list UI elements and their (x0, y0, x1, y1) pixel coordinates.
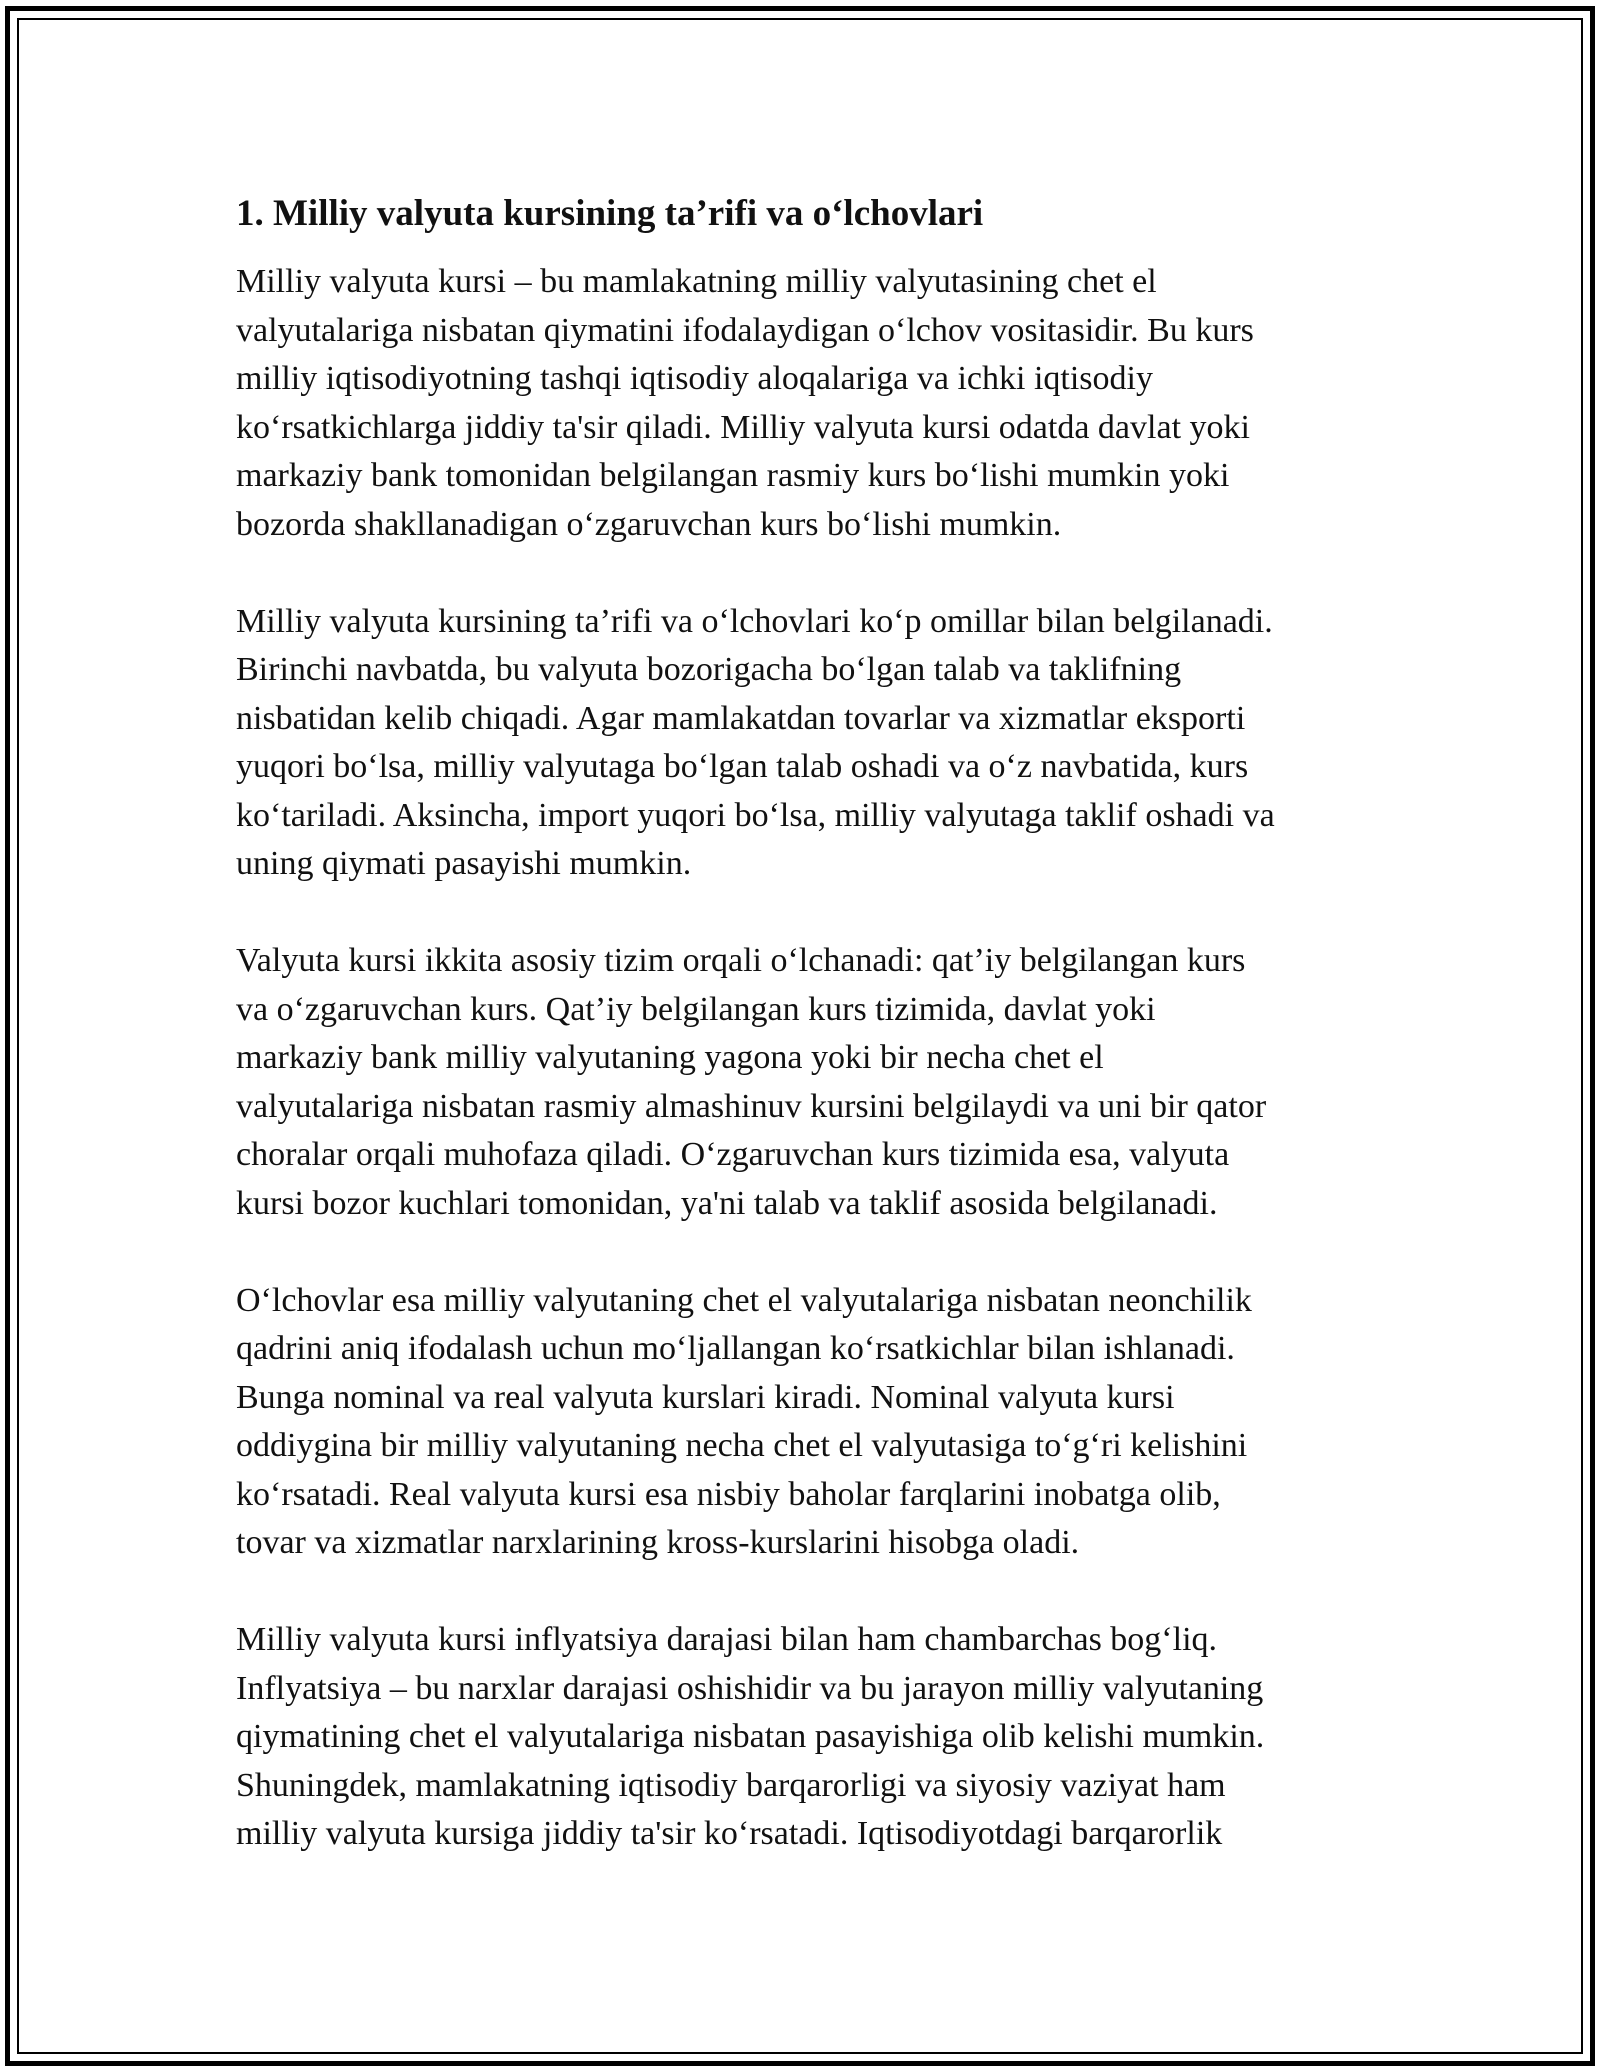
text-line: koʻrsatadi. Real valyuta kursi esa nisbiy baholar farqlarini inobatga olib, (236, 1475, 1221, 1513)
text-line: koʻrsatkichlarga jiddiy ta'sir qiladi. Milliy valyuta kursi odatda davlat yoki (236, 408, 1250, 446)
text-line: Inflyatsiya – bu narxlar darajasi oshishidir va bu jarayon milliy valyutaning (236, 1669, 1264, 1707)
text-line: Milliy valyuta kursi inflyatsiya darajasi bilan ham chambarchas bogʻliq. (236, 1621, 1218, 1658)
paragraph-3 (236, 937, 1376, 1228)
text-line: Milliy valyuta kursi – bu mamlakatning milliy valyutasining chet el (236, 263, 1157, 300)
text-line: va oʻzgaruvchan kurs. Qat’iy belgilangan kurs tizimida, davlat yoki (236, 990, 1156, 1028)
text-line: Milliy valyuta kursining ta’rifi va oʻlchovlari koʻp omillar bilan belgilanadi. (236, 602, 1273, 640)
document-body (236, 186, 1376, 1907)
text-line: oddiygina bir milliy valyutaning necha chet el valyutasiga toʻgʻri kelishini (236, 1427, 1248, 1464)
text-line: Shuningdek, mamlakatning iqtisodiy barqarorligi va siyosiy vaziyat ham (236, 1766, 1226, 1804)
text-line: milliy valyuta kursiga jiddiy ta'sir koʻrsatadi. Iqtisodiyotdagi barqarorlik (236, 1815, 1223, 1852)
text-line: Bunga nominal va real valyuta kurslari kiradi. Nominal valyuta kursi (236, 1378, 1175, 1416)
text-line: bozorda shakllanadigan oʻzgaruvchan kurs boʻlishi mumkin. (236, 505, 1062, 543)
text-line: qadrini aniq ifodalash uchun moʻljallangan koʻrsatkichlar bilan ishlanadi. (236, 1330, 1235, 1367)
text-line: kursi bozor kuchlari tomonidan, ya'ni talab va taklif asosida belgilanadi. (236, 1184, 1218, 1222)
text-line: valyutalariga nisbatan qiymatini ifodalaydigan oʻlchov vositasidir. Bu kurs (236, 311, 1254, 349)
paragraph-4 (236, 1277, 1376, 1568)
text-line: tovar va xizmatlar narxlarining kross-kurslarini hisobga oladi. (236, 1524, 1080, 1561)
text-line: Oʻlchovlar esa milliy valyutaning chet el valyutalariga nisbatan neonchilik (236, 1281, 1252, 1319)
section-heading: 1. Milliy valyuta kursining ta’rifi va oʻlchovlari (236, 193, 984, 234)
text-line: markaziy bank milliy valyutaning yagona yoki bir necha chet el (236, 1039, 1104, 1076)
text-line: choralar orqali muhofaza qiladi. Oʻzgaruvchan kurs tizimida esa, valyuta (236, 1136, 1230, 1173)
paragraph-2 (236, 598, 1376, 889)
text-line: koʻtariladi. Aksincha, import yuqori boʻlsa, milliy valyutaga taklif oshadi va (236, 796, 1275, 834)
text-line: milliy iqtisodiyotning tashqi iqtisodiy aloqalariga va ichki iqtisodiy (236, 360, 1153, 397)
text-line: Birinchi navbatda, bu valyuta bozorigacha boʻlgan talab va taklifning (236, 651, 1182, 688)
paragraph-1 (236, 258, 1376, 549)
text-line: yuqori boʻlsa, milliy valyutaga boʻlgan talab oshadi va oʻz navbatida, kurs (236, 748, 1249, 785)
paragraph-5 (236, 1616, 1376, 1859)
text-line: uning qiymati pasayishi mumkin. (236, 845, 692, 882)
text-line: markaziy bank tomonidan belgilangan rasmiy kurs boʻlishi mumkin yoki (236, 457, 1230, 494)
text-line: Valyuta kursi ikkita asosiy tizim orqali oʻlchanadi: qat’iy belgilangan kurs (236, 942, 1246, 979)
text-line: valyutalariga nisbatan rasmiy almashinuv kursini belgilaydi va uni bir qator (236, 1087, 1267, 1125)
text-line: qiymatining chet el valyutalariga nisbatan pasayishiga olib kelishi mumkin. (236, 1718, 1265, 1755)
text-line: nisbatidan kelib chiqadi. Agar mamlakatdan tovarlar va xizmatlar eksporti (236, 699, 1246, 737)
